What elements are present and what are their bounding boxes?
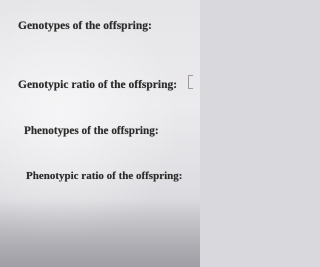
question-genotypes-label: Genotypes of the offspring: (18, 20, 152, 32)
text-cursor-icon (188, 75, 193, 89)
question-phenotypes-label: Phenotypes of the offspring: (24, 125, 159, 137)
question-genotypic-ratio-label: Genotypic ratio of the offspring: (18, 79, 178, 91)
question-phenotypic-ratio-label: Phenotypic ratio of the offspring: (26, 170, 183, 182)
